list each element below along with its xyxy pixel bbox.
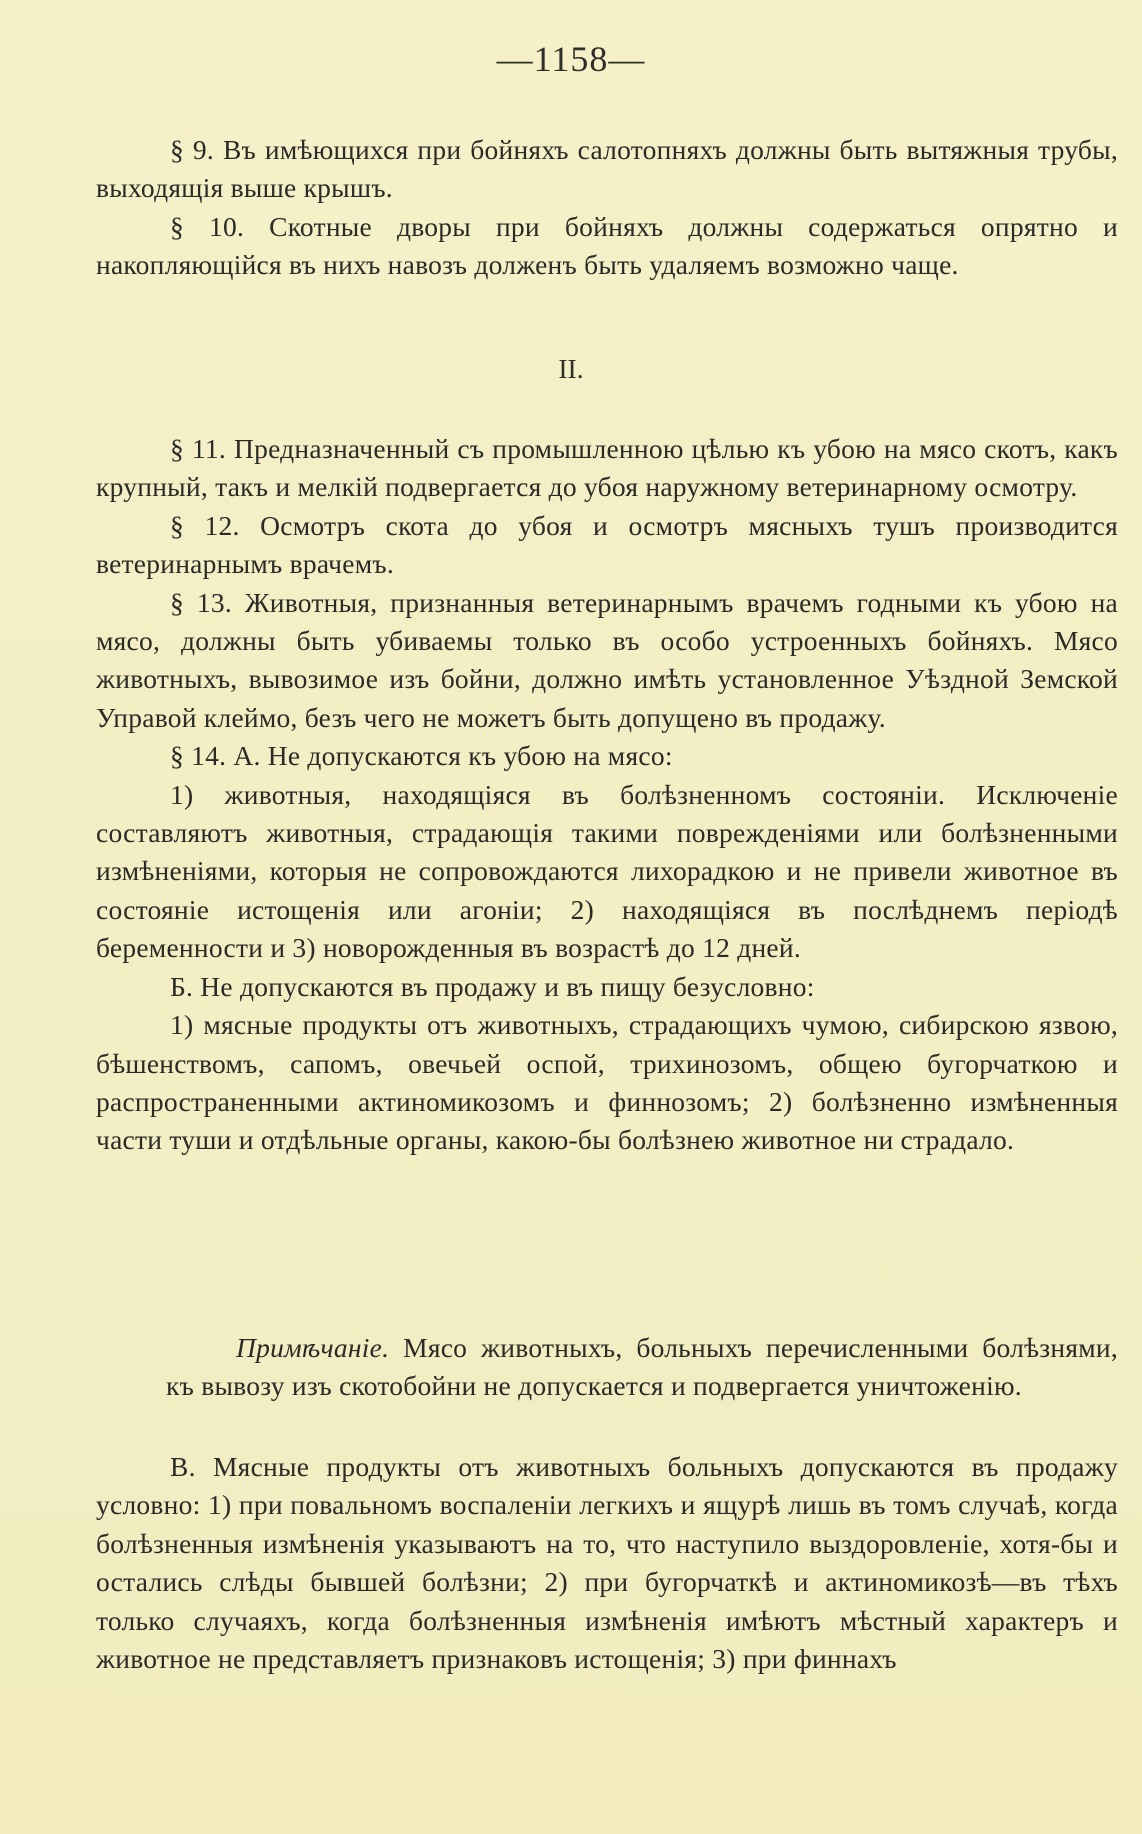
section-heading: II. [558, 353, 584, 384]
paragraph-section-10: § 10. Скотные дворы при бойняхъ должны содержаться опрятно и накопляющійся въ нихъ навозъ долженъ быть удаляемъ возможно чаще. [96, 210, 1118, 281]
note-text: Мясо животныхъ, больныхъ перечисленными болѣзнями, къ вывозу изъ скотобойни не допускается и подвергается уничтоженію. [166, 1332, 1118, 1402]
note-block [166, 1329, 1118, 1406]
paragraph-section-11: § 11. Предназначенный съ промышленною цѣлью къ убою на мясо скотъ, какъ крупный, такъ и мелкій подвергается до убоя наружному ветеринарному осмотру. [96, 433, 1118, 503]
paragraph-list-a: 1) животныя, находящіяся въ болѣзненномъ состояніи. Исключеніе составляютъ животныя, страдающія такими поврежденіями или болѣзненными измѣненіями, которыя не сопровождаются лихорадкою и не привели животное въ состояніе истощенія или агоніи; 2) находящіяся въ послѣднемъ періодѣ беременности и 3) новорожденныя въ возрастѣ до 12 дней. [96, 778, 1118, 964]
paragraph-section-9: § 9. Въ имѣющихся при бойняхъ салотопняхъ должны быть вытяжныя трубы, выходящія выше крышъ. [96, 134, 1118, 204]
paragraph-section-14-v: В. Мясные продукты отъ животныхъ больныхъ допускаются въ продажу условно: 1) при повальномъ воспаленіи легкихъ и ящурѣ лишь въ томъ случаѣ, когда болѣзненныя измѣненія указываютъ на то, что наступило выздоровленіе, хотя-бы и остались слѣды бывшей болѣзни; 2) при бугорчаткѣ и актиномикозѣ—въ тѣхъ только случаяхъ, когда болѣзненныя измѣненія имѣютъ мѣстный характеръ и животное не представляетъ признаковъ истощенія; 3) при финнахъ [96, 1451, 1118, 1675]
paragraph-list-b: 1) мясные продукты отъ животныхъ, страдающихъ чумою, сибирскою язвою, бѣшенствомъ, сапомъ, овечьей оспой, трихинозомъ, общею бугорчаткою и распространенными актиномикозомъ и финнозомъ; 2) болѣзненно измѣненныя части туши и отдѣльные органы, какою-бы болѣзнею животное ни страдало. [96, 1009, 1118, 1156]
text-block-top [96, 131, 1118, 285]
paragraph-section-14-a: § 14. А. Не допускаются къ убою на мясо: [170, 740, 673, 772]
text-block-main [96, 430, 1118, 1160]
page-number: —1158— [496, 39, 646, 79]
paragraph-section-14-b: Б. Не допускаются въ продажу и въ пищу безусловно: [170, 970, 815, 1002]
note-paragraph [166, 1329, 1118, 1406]
paragraph-section-12: § 12. Осмотръ скота до убоя и осмотръ мясныхъ тушъ производится ветеринарнымъ врачемъ. [96, 509, 1118, 580]
note-label: Примѣчаніе. [236, 1332, 390, 1363]
text-block-bottom [96, 1448, 1118, 1678]
paragraph-section-13: § 13. Животныя, признанныя ветеринарнымъ врачемъ годными къ убою на мясо, должны быть убиваемы только въ особо устроенныхъ бойняхъ. Мясо животныхъ, вывозимое изъ бойни, должно имѣть установленное Уѣздной Земской Управой клеймо, безъ чего не можетъ быть допущено въ продажу. [96, 586, 1118, 733]
